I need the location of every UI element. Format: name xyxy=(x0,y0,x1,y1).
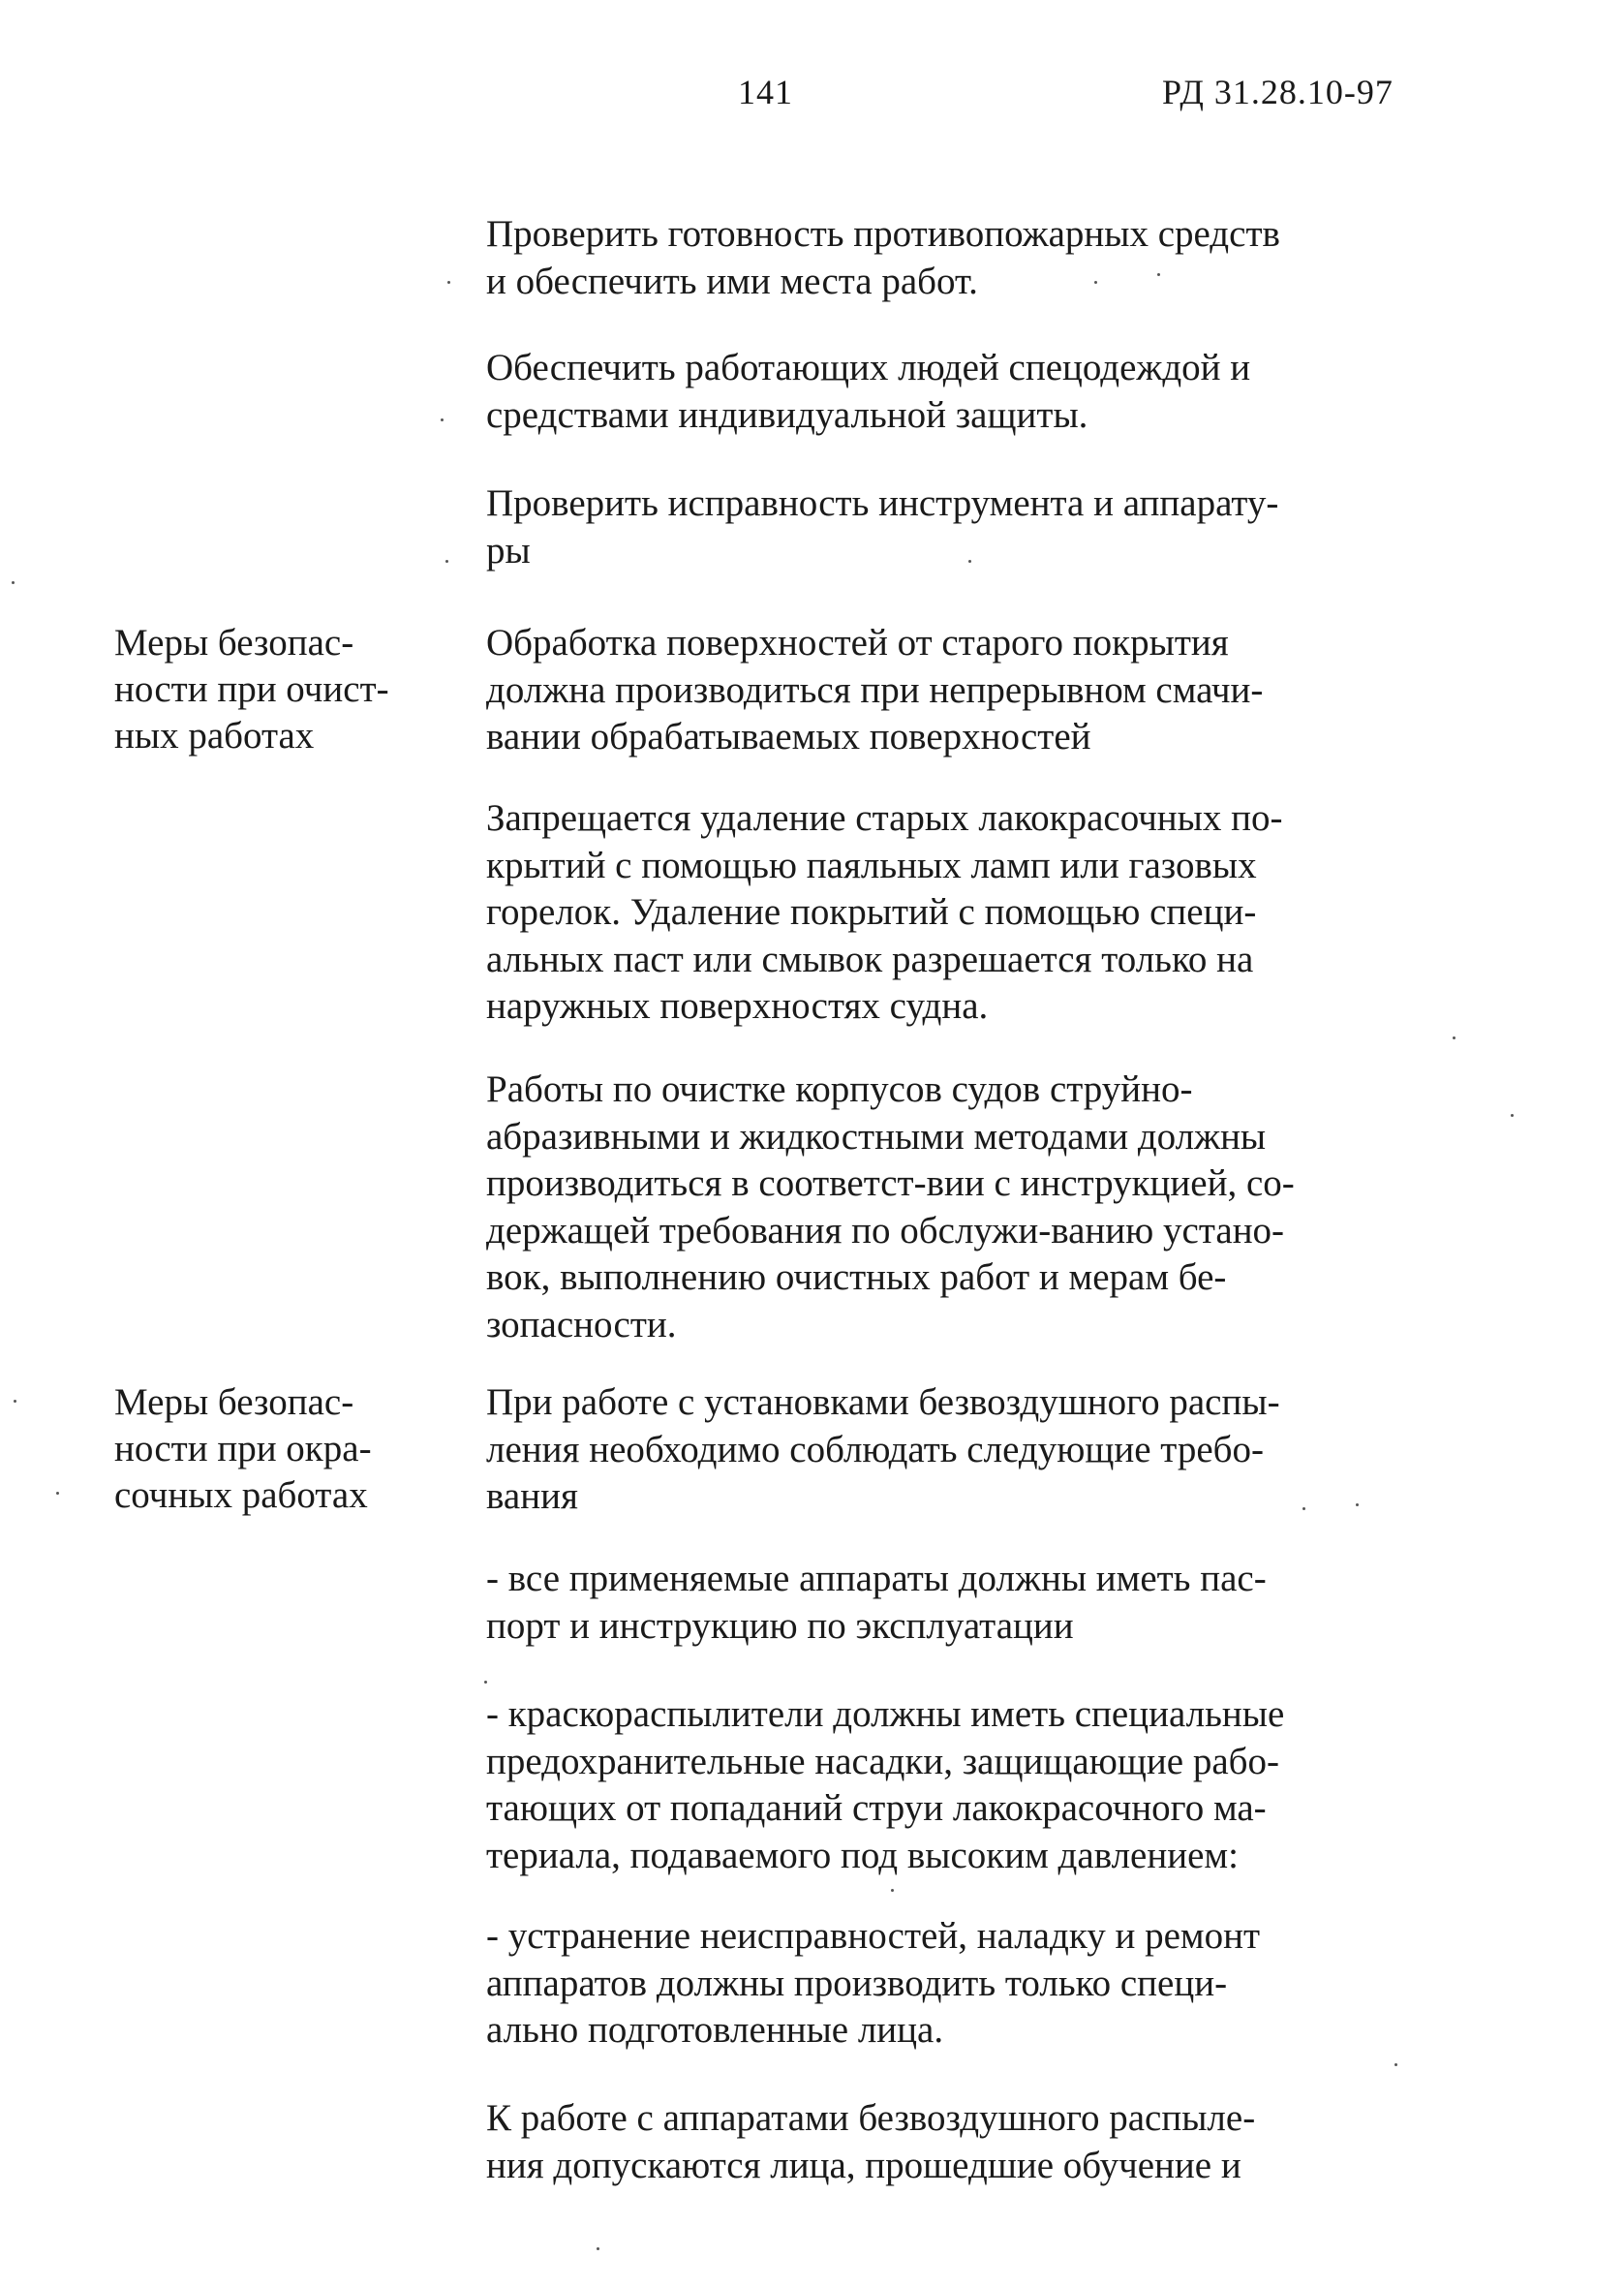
paragraph-hull-cleaning: Работы по очистке корпусов судов струйно- абразивными и жидкостными методами должны производиться в соответст-вии с инструкцией, со- держащей требования по обслужи-ванию устано- вок, выполнению очистных работ и мерам бе- зопасности. xyxy=(486,1068,1295,1345)
scan-speck xyxy=(12,581,15,584)
scan-speck xyxy=(14,1400,16,1403)
scan-speck xyxy=(56,1492,59,1495)
document-code: РД 31.28.10-97 xyxy=(1162,73,1394,111)
scan-speck xyxy=(597,2247,599,2250)
scan-speck xyxy=(1511,1114,1514,1117)
paragraph-admission: К работе с аппаратами безвоздушного распыле- ния допускаются лица, прошедшие обучение и xyxy=(486,2097,1256,2186)
scan-speck xyxy=(891,1889,894,1892)
scan-speck xyxy=(1157,273,1160,276)
scan-speck xyxy=(447,281,450,284)
paragraph-fire-safety: Проверить готовность противопожарных средств и обеспечить ими места работ. xyxy=(486,213,1280,302)
scan-speck xyxy=(445,560,448,563)
paragraph-protective-clothing: Обеспечить работающих людей спецодеждой и средствами индивидуальной защиты. xyxy=(486,347,1251,436)
scan-speck xyxy=(1356,1503,1359,1506)
scan-speck xyxy=(441,418,444,421)
scan-speck xyxy=(1094,281,1097,284)
scan-speck xyxy=(1302,1507,1305,1510)
page-number: 141 xyxy=(738,73,793,111)
paragraph-surface-treatment: Обработка поверхностей от старого покрытия должна производиться при непрерывном смачи- вании обрабатываемых поверхностей xyxy=(486,622,1264,758)
paragraph-prohibition: Запрещается удаление старых лакокрасочных по- крытий с помощью паяльных ламп или газовых горелок. Удаление покрытий с помощью специ- альных паст или смывок разрешается только на наружных поверхностях судна. xyxy=(486,797,1283,1027)
scan-speck xyxy=(484,1681,487,1684)
section-heading-cleaning: Меры безопас- ности при очист- ных работах xyxy=(114,622,389,757)
paragraph-check-tools: Проверить исправность инструмента и аппарату- ры xyxy=(486,482,1279,572)
scan-speck xyxy=(1453,1036,1455,1039)
list-item-repair: - устранение неисправностей, наладку и ремонт аппаратов должны производить только специ- ально подготовленные лица. xyxy=(486,1915,1261,2051)
scan-speck xyxy=(1394,2063,1397,2066)
paragraph-airless-requirements: При работе с установками безвоздушного распы- ления необходимо соблюдать следующие требо- вания xyxy=(486,1381,1280,1517)
section-heading-painting: Меры безопас- ности при окра- сочных работах xyxy=(114,1381,372,1516)
scan-speck xyxy=(968,560,971,563)
list-item-spray-guns: - краскораспылители должны иметь специальные предохранительные насадки, защищающие рабо- тающих от попаданий струи лакокрасочного ма- териала, подаваемого под высоким давлением: xyxy=(486,1693,1285,1876)
list-item-passport: - все применяемые аппараты должны иметь пас- порт и инструкцию по эксплуатации xyxy=(486,1558,1267,1647)
